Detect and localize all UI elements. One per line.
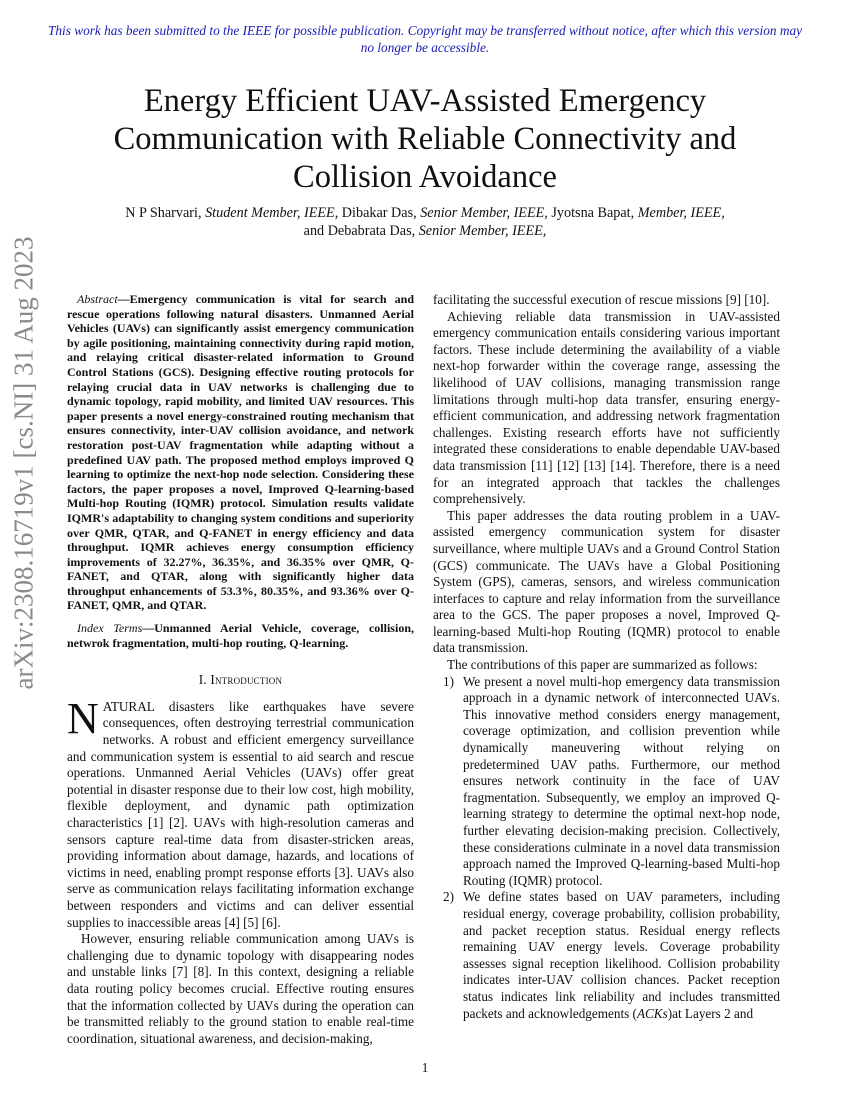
right-column: [433, 292, 780, 1022]
index-terms-lead: Index Terms: [77, 621, 143, 636]
paper-title: Energy Efficient UAV-Assisted Emergency Communication with Reliable Connectivity and Collision Avoidance: [113, 83, 737, 195]
author-name: Jyotsna Bapat,: [551, 205, 635, 221]
section-numeral: I.: [198, 672, 207, 688]
author-name: N P Sharvari,: [125, 205, 202, 221]
list-item-number: 1): [443, 673, 454, 689]
section-title: Introduction: [210, 672, 283, 688]
list-item-number: 2): [443, 889, 454, 905]
index-terms-text: —Unmanned Aerial Vehicle, coverage, collision, netwrok fragmentation, multi-hop routing, Q-learning.: [67, 621, 414, 650]
intro-paragraph-1: [67, 693, 414, 931]
abstract-lead: Abstract: [77, 292, 118, 306]
list-item: [433, 674, 780, 890]
author-list: [60, 204, 790, 240]
author-role: Senior Member, IEEE,: [420, 205, 548, 221]
publication-notice: This work has been submitted to the IEEE for possible publication. Copyright may be transferred without notice, after which this version may no longer be accessible.: [47, 23, 803, 55]
drop-cap: N: [67, 693, 99, 743]
author-role: Student Member, IEEE,: [205, 205, 339, 221]
section-heading: [67, 672, 414, 689]
author-name: Dibakar Das,: [341, 205, 417, 221]
intro-paragraph-3: Achieving reliable data transmission in UAV-assisted emergency communication entails considering various important factors. These include determining the availability of a viable next-hop forwarder within the coverage range, assessing the likelihood of UAV collisions, managing transmission range limitations through multi-hop data transfer, ensuring energy-efficient communication, and addressing network fragmentation challenges. Existing research efforts have not sufficiently integrated these considerations to enable dependable UAV-based data transmission [11] [12] [13] [14]. Therefore, there is a need for an integrated approach that tackles the challenges comprehensively.: [433, 308, 780, 507]
abstract: [67, 292, 414, 613]
arxiv-sidebar: [4, 236, 44, 690]
intro-paragraph-2: However, ensuring reliable communication among UAVs is challenging due to dynamic topology with disappearing nodes and unstable links [7] [8]. In this context, designing a reliable data routing policy becomes crucial. Effective routing ensures that the information collected by UAVs during the operation can be transmitted reliably to the ground station to enable real-time coordination, situational awareness, and decision-making,: [67, 931, 414, 1046]
list-item: [433, 889, 780, 1022]
intro-paragraph-1-text: ATURAL disasters like earthquakes have severe consequences, often destroying terrestrial communication networks. A robust and efficient emergency surveillance and communication system is essential to aid search and rescue operations. Unmanned Aerial Vehicles (UAVs) offer great potential in disaster response due to their low cost, high mobility, flexible deployment, and dynamic path optimization characteristics [1] [2]. UAVs with high-resolution cameras and sensors capture real-time data from disaster-stricken areas, providing information about damage, hazards, and locations of victims in need, enabling prompt response efforts [3]. UAVs also serve as communication relays facilitating information exchange between responders and victims and can deliver essential supplies to inaccessible areas [4] [5] [6].: [67, 698, 414, 930]
abstract-text: —Emergency communication is vital for search and rescue operations following natural disasters. Unmanned Aerial Vehicles (UAVs) can significantly assist emergency communication by agile positioning, maintaining connectivity during rapid motion, and relaying critical disaster-related information to Ground Control Stations (GCS). Designing effective routing protocols for relaying crucial data in UAV networks is challenging due to dynamic topology, rapid mobility, and limited UAV resources. This paper presents a novel energy-constrained routing mechanism that ensures connectivity, inter-UAV collision avoidance, and network restoration post-UAV fragmentation while adapting without a predefined UAV path. The proposed method employs improved Q learning to optimize the next-hop node selection. Considering these factors, the paper proposes a novel, Improved Q-learning-based Multi-hop Routing (IQMR) protocol. Simulation results validate IQMR's adaptability to changing system conditions and superiority over QMR, QTAR, and Q-FANET in energy efficiency and data throughput. IQMR achieves energy consumption efficiency improvements of 32.27%, 36.35%, and 36.35% over QMR, Q-FANET, and QTAR, along with significantly higher data throughput enhancements of 53.3%, 80.35%, and 93.36% over Q-FANET, QMR, and QTAR.: [67, 292, 414, 613]
list-item-text-end: )at Layers 2 and: [667, 1005, 754, 1021]
contributions-list: [433, 674, 780, 1022]
arxiv-identifier: arXiv:2308.16719v1 [cs.NI] 31 Aug 2023: [8, 236, 39, 690]
intro-paragraph-4: This paper addresses the data routing problem in a UAV-assisted emergency communication system for disaster surveillance, where multiple UAVs and a Ground Control Station (GCS) communicate. The UAVs have a Global Positioning System (GPS), cameras, sensors, and wireless communication interfaces to capture and relay information from the surveillance area to the GCS. The paper proposes a novel, Improved Q-learning-based Multi-hop Routing (IQMR) protocol to enable data transmission.: [433, 507, 780, 656]
list-item-text: We define states based on UAV parameters, including residual energy, coverage probability, collision probability, and packet reception status. Residual energy reflects remaining UAV energy levels. Coverage probability assesses signal reception likelihood. Collision probability indicates inter-UAV collision chances. Packet reception status indicates link reliability and includes transmitted packets and acknowledgements (: [463, 889, 780, 1021]
intro-paragraph-5: The contributions of this paper are summarized as follows:: [447, 657, 758, 673]
page-number: 1: [421, 1060, 429, 1075]
author-role: Member, IEEE,: [637, 205, 725, 221]
author-role: Senior Member, IEEE,: [418, 223, 547, 239]
list-item-text: We present a novel multi-hop emergency data transmission approach in a dynamic network of interconnected UAVs. This innovative method considers energy management, coverage optimization, and collision prevention while dynamically maneuvering without relying on predetermined UAV paths. Furthermore, our method ensures network continuity in the face of UAV fragmentation. Subsequently, we employ an improved Q-learning strategy to determine the optimal next-hop node, further elevating decision-making precision. Collectively, these considerations culminate in a novel data transmission approach named the Improved Q-learning-based Multi-hop Routing (IQMR) protocol.: [463, 673, 780, 888]
left-column: [67, 292, 414, 1047]
intro-paragraph-2-continued: facilitating the successful execution of rescue missions [9] [10].: [433, 292, 770, 307]
list-item-emphasis: ACKs: [636, 1005, 668, 1021]
author-name: and Debabrata Das,: [303, 223, 416, 239]
index-terms: [67, 621, 414, 650]
